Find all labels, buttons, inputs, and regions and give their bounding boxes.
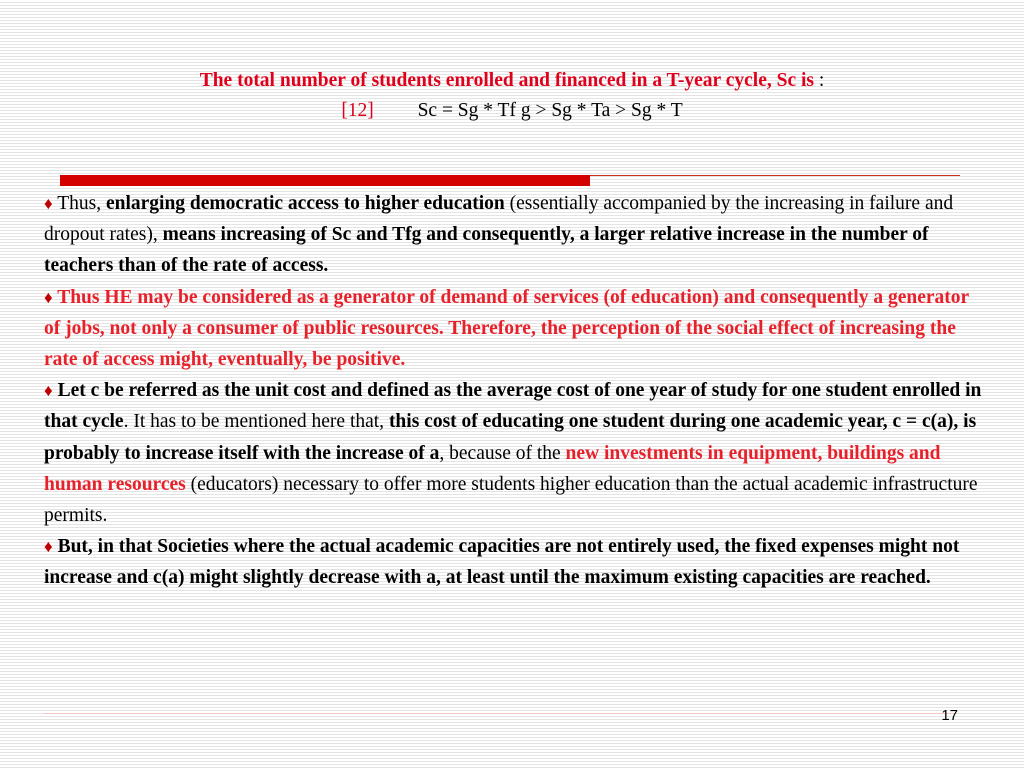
reference-number: [12] [341, 100, 374, 121]
footer-divider-line [44, 713, 956, 714]
paragraph-4-text-1: But, in that Societies where the actual academic capacities are not entirely used, the fixed expenses might not increase and c(a) might slightly decrease with a, at least until the maximum existing capacities are reached. [44, 536, 960, 589]
page-number: 17 [941, 707, 958, 724]
slide-header [0, 66, 1024, 126]
diamond-bullet-icon: ♦ [44, 381, 53, 401]
diamond-bullet-icon: ♦ [44, 194, 53, 213]
paragraph-3 [44, 375, 984, 531]
diamond-bullet-icon: ♦ [44, 537, 53, 557]
paragraph-3-text-4: , because of the [439, 442, 566, 464]
header-title-line [0, 66, 1024, 96]
paragraph-4 [44, 531, 984, 593]
paragraph-1 [44, 188, 984, 282]
diamond-bullet-icon: ♦ [44, 287, 53, 307]
paragraph-1-text-2: enlarging democratic access to higher education [105, 193, 505, 214]
formula: Sc = Sg * Tf g > Sg * Ta > Sg * T [417, 100, 683, 121]
paragraph-3-text-6: (educators) necessary to offer more students higher education than the actual academic infrastructure permits. [44, 473, 978, 527]
header-divider-bar [60, 175, 590, 186]
paragraph-2 [44, 282, 984, 376]
paragraph-3-text-5: new investments in equipment, buildings and human resources [44, 442, 941, 495]
header-title-colon: : [814, 70, 825, 91]
slide-body [44, 188, 984, 594]
header-formula-line [0, 96, 1024, 126]
paragraph-3-text-2: . It has to be mentioned here that, [123, 411, 389, 433]
paragraph-2-text-1: Thus HE may be considered as a generator of demand of services (of education) and consequently a generator of jobs, not only a consumer of public resources. Therefore, the perception of the social effect of increasing the rate of access might, eventually, be positive. [44, 286, 969, 371]
paragraph-1-text-4: means increasing of Sc and Tfg and consequently, a larger relative increase in the number of teachers than of the rate of access. [44, 224, 929, 277]
paragraph-3-text-3: this cost of educating one student during one academic year, c = c(a), is probably to increase itself with the increase of a [44, 411, 977, 464]
paragraph-1-text-1: Thus, [52, 193, 106, 214]
paragraph-1-text-3: (essentially accompanied by the increasing in failure and dropout rates), [44, 193, 954, 246]
paragraph-3-text-1: Let c be referred as the unit cost and defined as the average cost of one year of study for one student enrolled in that cycle [44, 380, 982, 433]
header-title: The total number of students enrolled and financed in a T-year cycle, Sc is [199, 70, 814, 91]
